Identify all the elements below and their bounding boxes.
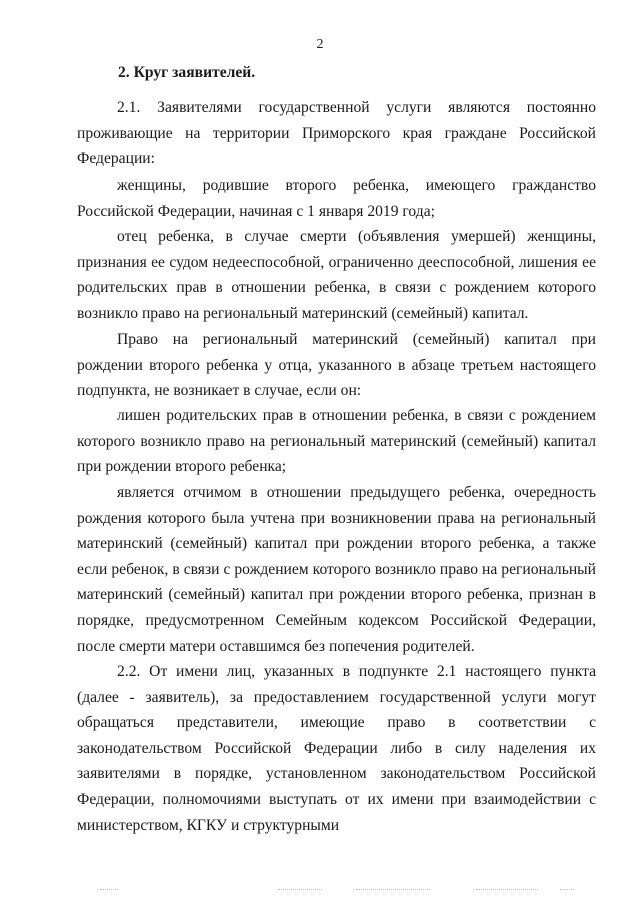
paragraph-right-not-arise: Право на региональный материнский (семейный) капитал при рождении второго ребенка у отца, указанного в абзаце третьем настоящего подпункта, не возникает в случае, если он: xyxy=(77,331,596,400)
paragraph-deprived: лишен родительских прав в отношении ребенка, в связи с рождением которого возникло право на региональный материнский (семейный) капитал при рождении второго ребенка; xyxy=(77,407,596,476)
paragraph-2-1: 2.1. Заявителями государственной услуги являются постоянно проживающие на территории Приморского края граждане Российской Федерации: xyxy=(77,99,596,168)
section-heading: 2. Круг заявителей. xyxy=(118,64,256,81)
scan-artifact xyxy=(560,889,574,891)
paragraph-stepfather: является отчимом в отношении предыдущего ребенка, очередность рождения которого была учтена при возникновении права на региональный материнский (семейный) капитал при рождении второго ребенка, а также если ребенок, в связи с рождением которого возникло право на региональный материнский (семейный) капитал при рождении второго ребенка, признан в порядке, предусмотренном Семейным кодексом Российской Федерации, после смерти матери оставшимся без попечения родителей. xyxy=(77,484,596,655)
scan-artifact xyxy=(278,889,322,891)
paragraph-women: женщины, родившие второго ребенка, имеющего гражданство Российской Федерации, начиная с 1 января 2019 года; xyxy=(77,177,596,220)
paragraph-2-2: 2.2. От имени лиц, указанных в подпункте 2.1 настоящего пункта (далее - заявитель), за предоставлением государственной услуги могут обращаться представители, имеющие право в соответствии с законодательством Российской Федерации либо в силу наделения их заявителями в порядке, установленном законодательством Российской Федерации, полномочиями выступать от их имени при взаимодействии с министерством, КГКУ и структурными xyxy=(77,663,596,834)
page-number: 2 xyxy=(316,37,324,52)
paragraph-father: отец ребенка, в случае смерти (объявления умершей) женщины, признания ее судом недееспособной, ограниченно дееспособной, лишения ее родительских прав в отношении ребенка, в связи с рождением которого возникло право на региональный материнский (семейный) капитал. xyxy=(77,228,596,322)
scan-artifact xyxy=(356,889,430,891)
scan-artifact xyxy=(476,889,538,891)
scan-artifact xyxy=(100,889,118,891)
